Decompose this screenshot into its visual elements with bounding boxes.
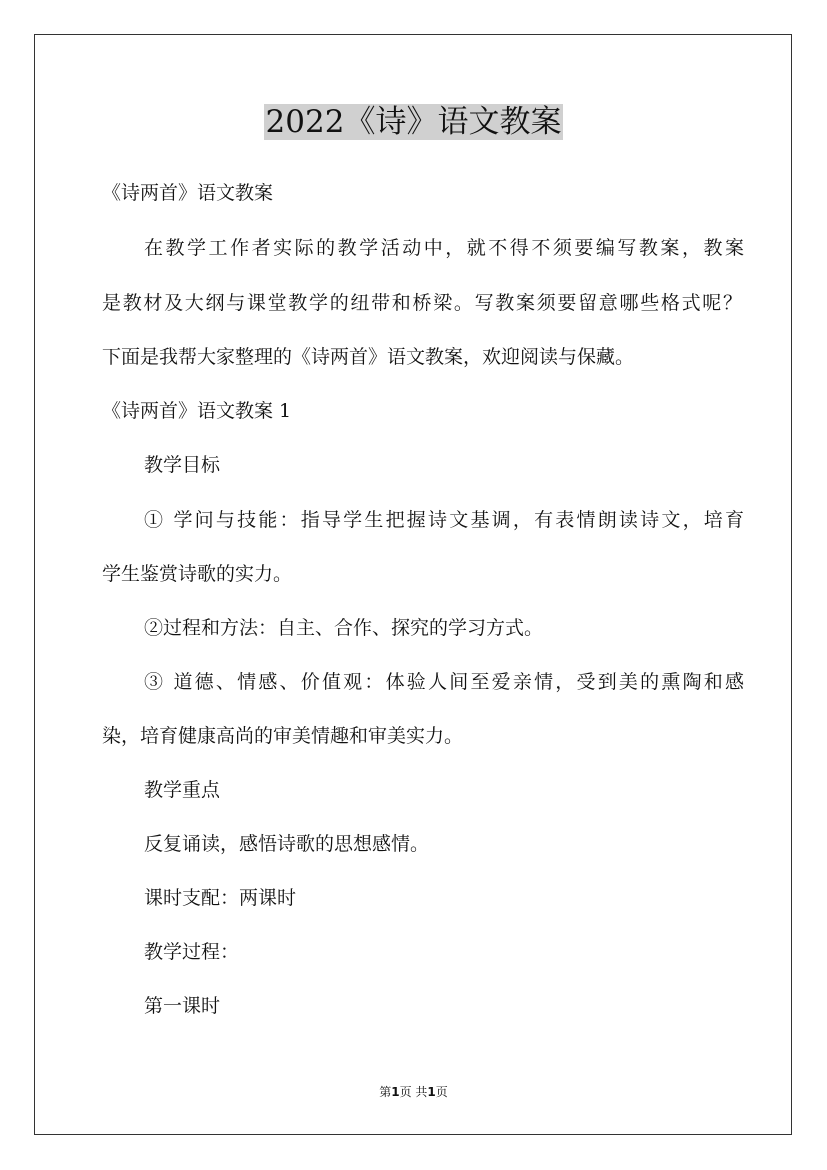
intro-paragraph-line-1: 在教学工作者实际的教学活动中，就不得不须要编写教案，教案 (144, 237, 744, 259)
document-title-text: 2022《诗》语文教案 (265, 104, 562, 140)
goal-2: ②过程和方法：自主、合作、探究的学习方式。 (144, 617, 544, 639)
section-heading: 《诗两首》语文教案 (102, 182, 274, 204)
goal-1-line-1: ① 学问与技能：指导学生把握诗文基调，有表情朗读诗文，培育 (144, 509, 744, 531)
class-hours: 课时支配：两课时 (144, 887, 297, 909)
goal-3-line-1: ③ 道德、情感、价值观：体验人间至爱亲情，受到美的熏陶和感 (144, 671, 744, 693)
teaching-process-heading: 教学过程： (144, 941, 240, 963)
teaching-focus-text: 反复诵读，感悟诗歌的思想感情。 (144, 833, 430, 855)
footer-page-prefix: 第 (379, 1085, 392, 1099)
goal-1-line-2: 学生鉴赏诗歌的实力。 (102, 563, 293, 585)
teaching-goals-heading: 教学目标 (144, 454, 221, 476)
goal-3-line-2: 染，培育健康高尚的审美情趣和审美实力。 (102, 725, 464, 747)
lesson-plan-heading: 《诗两首》语文教案 1 (102, 400, 292, 422)
footer-page-total: 1 (427, 1085, 436, 1099)
intro-paragraph-line-3: 下面是我帮大家整理的《诗两首》语文教案，欢迎阅读与保藏。 (102, 346, 635, 368)
teaching-focus-heading: 教学重点 (144, 779, 221, 801)
footer-page-current: 1 (391, 1085, 400, 1099)
intro-paragraph-line-2: 是教材及大纲与课堂教学的纽带和桥梁。写教案须要留意哪些格式呢？ (102, 292, 742, 314)
document-title (0, 100, 827, 144)
footer-page-suffix: 页 (435, 1085, 448, 1099)
footer-page-mid: 页 共 (399, 1085, 428, 1099)
page-footer (0, 1083, 827, 1101)
first-lesson-heading: 第一课时 (144, 995, 221, 1017)
